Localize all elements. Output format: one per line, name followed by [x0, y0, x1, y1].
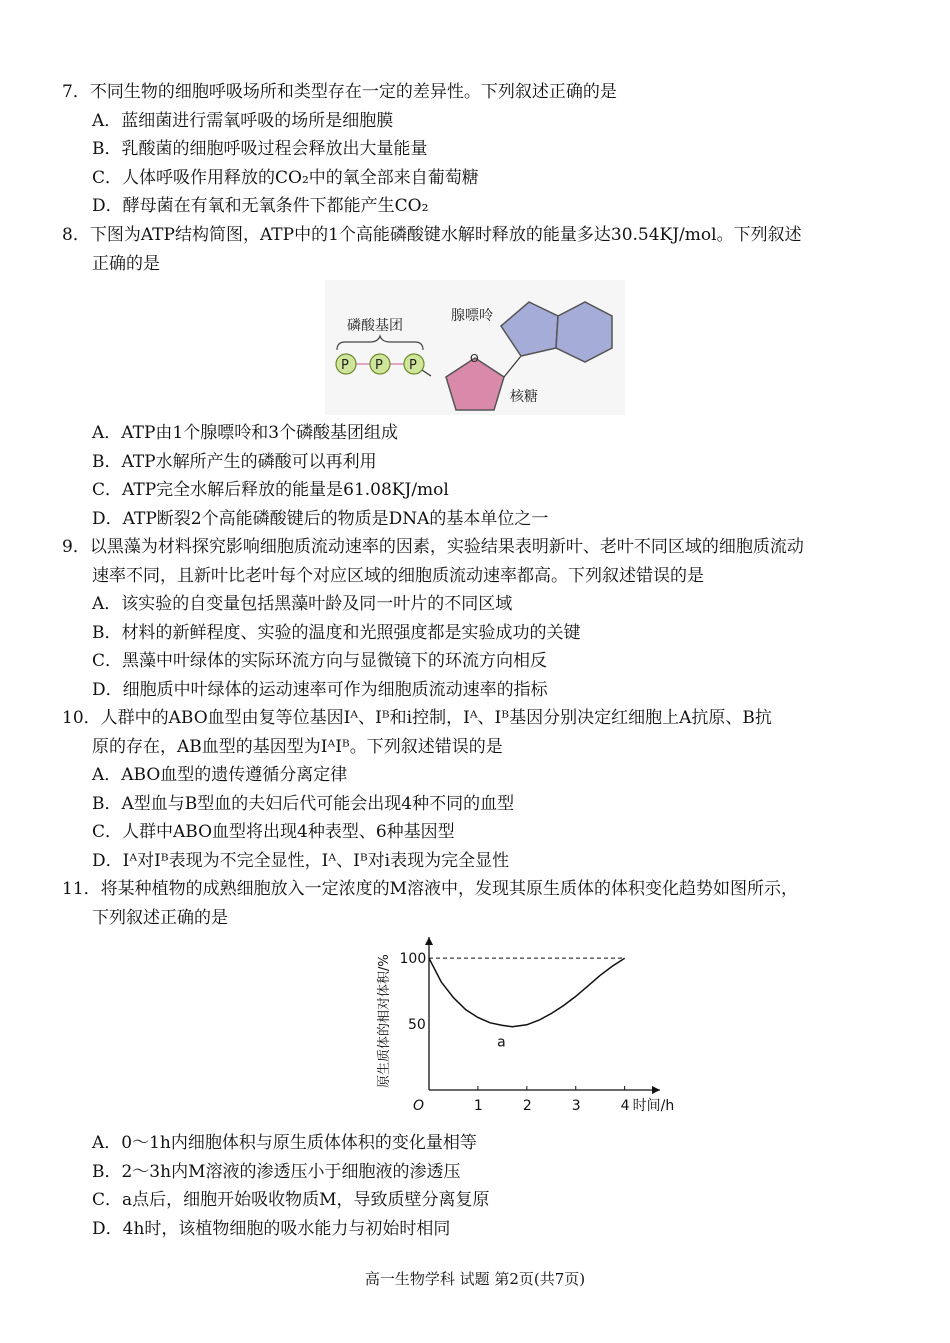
question-10-option-d: D．Iᴬ对Iᴮ表现为不完全显性，Iᴬ、Iᴮ对i表现为完全显性: [92, 850, 510, 871]
label-phosphate-group: 磷酸基团: [347, 318, 403, 334]
question-7-option-c: C．人体呼吸作用释放的CO₂中的氧全部来自葡萄糖: [92, 167, 479, 188]
question-11-option-a: A．0～1h内细胞体积与原生质体体积的变化量相等: [92, 1133, 477, 1153]
chart-plot-layer: [376, 937, 674, 1114]
question-9-option-c: C．黑藻中叶绿体的实际环流方向与显微镜下的环流方向相反: [92, 651, 548, 671]
question-10-stem-line2: 原的存在，AB血型的基因型为IᴬIᴮ。下列叙述错误的是: [92, 736, 503, 757]
question-10: [62, 704, 892, 875]
question-10-option-b: B．A型血与B型血的夫妇后代可能会出现4种不同的血型: [92, 793, 515, 814]
question-8-option-d: D．ATP断裂2个高能磷酸键后的物质是DNA的基本单位之一: [92, 508, 549, 529]
question-8-stem-line2: 正确的是: [92, 253, 160, 274]
ring-oxygen: O: [470, 352, 479, 365]
x-tick-label: 4: [620, 1098, 630, 1114]
page-footer: 高一生物学科 试题 第2页(共7页): [364, 1270, 586, 1288]
question-9-option-d: D．细胞质中叶绿体的运动速率可作为细胞质流动速率的指标: [92, 679, 548, 700]
p-symbol-1: P: [341, 358, 349, 373]
question-9-option-b: B．材料的新鲜程度、实验的温度和光照强度都是实验成功的关键: [92, 622, 581, 643]
question-9-stem-line1: 9．以黑藻为材料探究影响细胞质流动速率的因素，实验结果表明新叶、老叶不同区域的细胞质流动: [62, 537, 804, 557]
question-9-stem-line2: 速率不同，且新叶比老叶每个对应区域的细胞质流动速率都高。下列叙述错误的是: [92, 565, 704, 586]
question-8-option-c: C．ATP完全水解后释放的能量是61.08KJ/mol: [92, 480, 449, 500]
question-11-option-c: C．a点后，细胞开始吸收物质M，导致质壁分离复原: [92, 1190, 490, 1210]
y-axis-label: 原生质体的相对体积/%: [377, 954, 392, 1088]
question-11-option-b: B．2～3h内M溶液的渗透压小于细胞液的渗透压: [92, 1161, 461, 1182]
x-tick-label: 3: [571, 1098, 581, 1114]
question-9-option-a: A．该实验的自变量包括黑藻叶龄及同一叶片的不同区域: [92, 594, 513, 614]
origin-label: O: [413, 1098, 425, 1114]
question-10-option-a: A．ABO血型的遗传遵循分离定律: [92, 765, 348, 785]
y-tick-label: 100: [399, 951, 427, 968]
question-10-option-c: C．人群中ABO血型将出现4种表型、6种基因型: [92, 822, 455, 842]
atp-structure-figure: [325, 280, 625, 415]
label-ribose: 核糖: [510, 389, 538, 405]
p-symbol-2: P: [375, 358, 383, 373]
question-8: [62, 221, 892, 278]
question-10-stem-line1: 10．人群中的ABO血型由复等位基因Iᴬ、Iᴮ和i控制，Iᴬ、Iᴮ基因分别决定红细胞上A抗原、B抗: [62, 708, 772, 728]
question-11-stem-line1: 11．将某种植物的成熟细胞放入一定浓度的M溶液中，发现其原生质体的体积变化趋势如图所示，: [62, 879, 799, 899]
point-a-label: a: [497, 1034, 506, 1051]
question-8-stem-line1: 8．下图为ATP结构简图，ATP中的1个高能磷酸键水解时释放的能量多达30.54KJ/mol。下列叙述: [62, 225, 802, 245]
y-axis-arrow: [425, 937, 433, 945]
question-7-option-a: A．蓝细菌进行需氧呼吸的场所是细胞膜: [92, 110, 394, 131]
p-symbol-3: P: [409, 358, 417, 373]
protoplast-volume-curve: [429, 958, 625, 1026]
question-9: [62, 533, 892, 704]
question-8-option-b: B．ATP水解所产生的磷酸可以再利用: [92, 451, 377, 472]
question-8-option-a: A．ATP由1个腺嘌呤和3个磷酸基团组成: [92, 423, 399, 443]
question-7-option-b: B．乳酸菌的细胞呼吸过程会释放出大量能量: [92, 139, 428, 159]
question-11: [62, 875, 892, 932]
protoplast-volume-chart: [372, 930, 675, 1120]
question-11-option-d: D．4h时，该植物细胞的吸水能力与初始时相同: [92, 1218, 451, 1239]
y-tick-label: 50: [408, 1017, 426, 1034]
question-11-stem-line2: 下列叙述正确的是: [92, 907, 228, 928]
x-axis-label: 时间/h: [632, 1098, 675, 1114]
x-tick-label: 1: [473, 1098, 483, 1114]
question-7-stem: 7．不同生物的细胞呼吸场所和类型存在一定的差异性。下列叙述正确的是: [62, 82, 617, 102]
question-7: [62, 78, 892, 221]
question-11-options: [62, 1129, 892, 1243]
x-axis-arrow: [652, 1086, 660, 1094]
x-tick-label: 2: [522, 1098, 532, 1114]
question-8-options: [62, 419, 892, 533]
label-adenine: 腺嘌呤: [451, 308, 493, 324]
question-7-option-d: D．酵母菌在有氧和无氧条件下都能产生CO₂: [92, 196, 429, 216]
